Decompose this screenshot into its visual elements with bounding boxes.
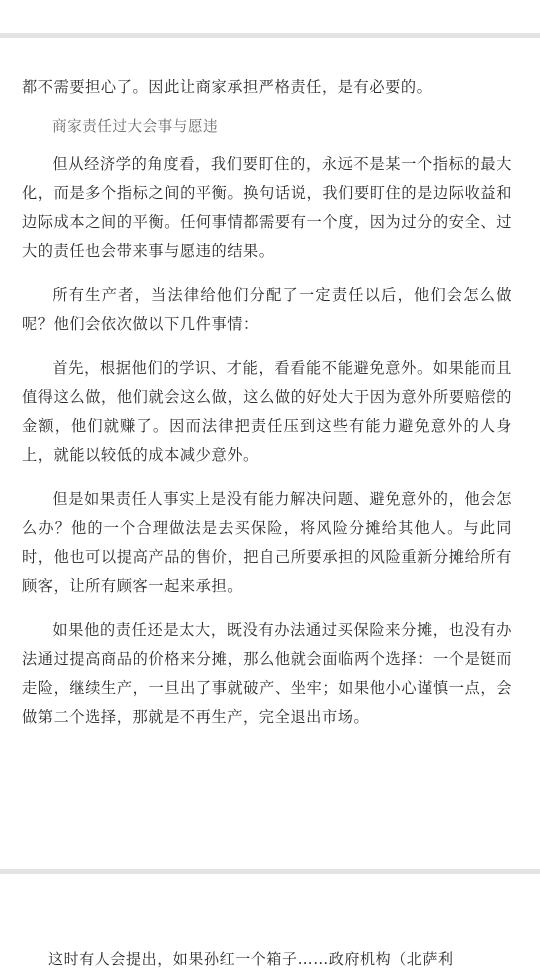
paragraph: 所有生产者，当法律给他们分配了一定责任以后，他们会怎么做呢？他们会依次做以下几件事情： — [22, 286, 512, 333]
article-body — [22, 73, 512, 747]
paragraph: 首先，根据他们的学识、才能，看看能不能避免意外。如果能而且值得这么做，他们就会这么做，这么做的好处大于因为意外所要赔偿的金额，他们就赚了。因而法律把责任压到这些有能力避免意外的人身上，就能以较低的成本减少意外。 — [22, 359, 512, 464]
paragraph: 但是如果责任人事实上是没有能力解决问题、避免意外的，他会怎么办？他的一个合理做法是去买保险，将风险分摊给其他人。与此同时，他也可以提高产品的售价，把自己所要承担的风险重新分摊给所有顾客，让所有顾客一起来承担。 — [22, 490, 512, 595]
paragraph: 但从经济学的角度看，我们要盯住的，永远不是某一个指标的最大化，而是多个指标之间的平衡。换句话说，我们要盯住的是边际收益和边际成本之间的平衡。任何事情都需要有一个度，因为过分的安全、过大的责任也会带来事与愿违的结果。 — [22, 155, 512, 260]
page-separator-bottom — [0, 869, 540, 874]
paragraph-continued: 都不需要担心了。因此让商家承担严格责任，是有必要的。 — [22, 78, 433, 96]
paragraph: 如果他的责任还是太大，既没有办法通过买保险来分摊，也没有办法通过提高商品的价格来分摊，那么他就会面临两个选择：一个是铤而走险，继续生产，一旦出了事就破产、坐牢；如果他小心谨慎一点，会做第二个选择，那就是不再生产，完全退出市场。 — [22, 621, 512, 726]
next-page-partial-line: 这时有人会提出，如果孙红一个箱子……政府机构（北萨利 — [48, 950, 454, 968]
section-heading: 商家责任过大会事与愿违 — [52, 118, 219, 135]
